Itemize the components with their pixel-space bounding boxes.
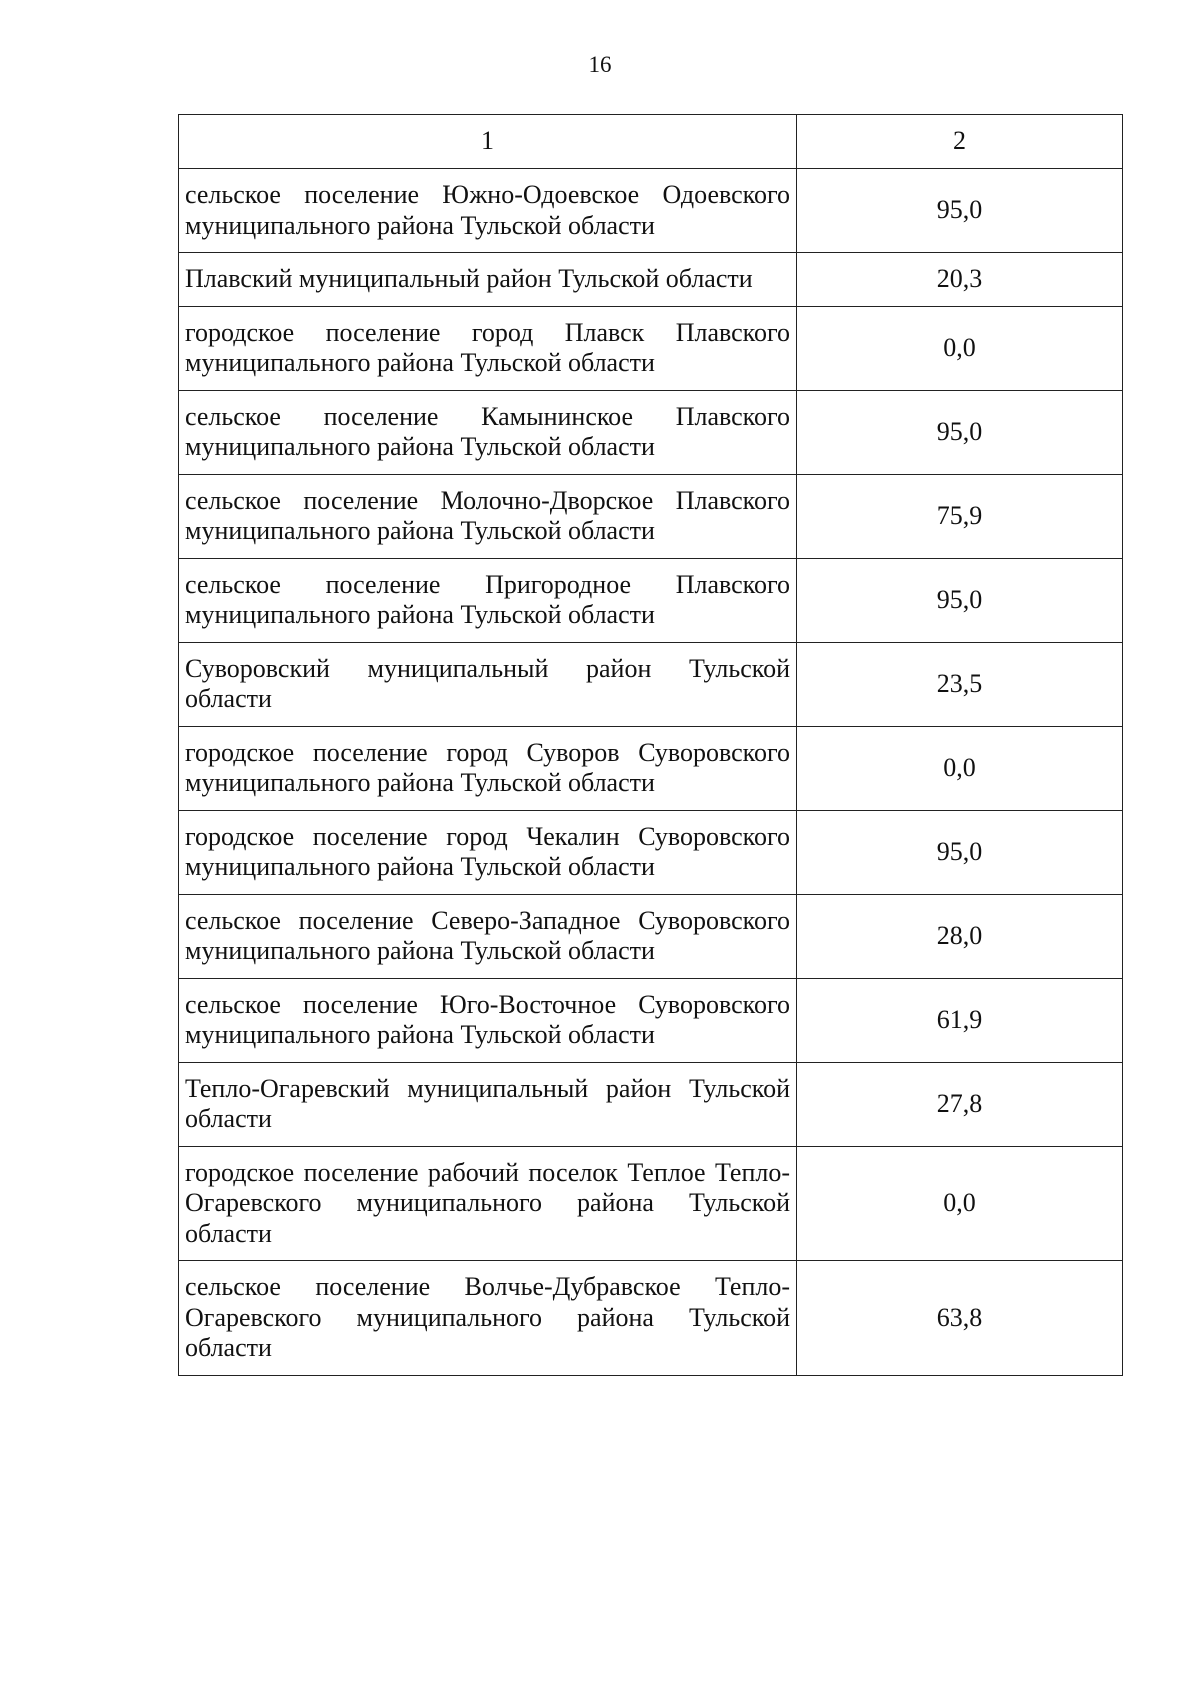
municipality-value: 27,8 — [797, 1062, 1123, 1146]
table-header-row — [179, 115, 1123, 169]
table-row — [179, 474, 1123, 558]
municipality-value: 23,5 — [797, 642, 1123, 726]
municipality-name: сельское поселение Молочно-Дворское Плавского муниципального района Тульской области — [179, 474, 797, 558]
municipality-name: городское поселение город Плавск Плавского муниципального района Тульской области — [179, 306, 797, 390]
municipality-value: 0,0 — [797, 726, 1123, 810]
table-row — [179, 390, 1123, 474]
municipality-value: 75,9 — [797, 474, 1123, 558]
municipality-name: сельское поселение Юго-Восточное Суворовского муниципального района Тульской области — [179, 978, 797, 1062]
municipality-value: 0,0 — [797, 306, 1123, 390]
municipality-name: сельское поселение Волчье-Дубравское Тепло-Огаревского муниципального района Тульской области — [179, 1261, 797, 1376]
table-row — [179, 306, 1123, 390]
municipality-value: 63,8 — [797, 1261, 1123, 1376]
municipality-value: 95,0 — [797, 558, 1123, 642]
table-row — [179, 1062, 1123, 1146]
municipality-name: Тепло-Огаревский муниципальный район Тульской области — [179, 1062, 797, 1146]
municipality-value: 95,0 — [797, 810, 1123, 894]
table-row — [179, 978, 1123, 1062]
municipality-name: сельское поселение Южно-Одоевское Одоевского муниципального района Тульской области — [179, 169, 797, 253]
table-row — [179, 558, 1123, 642]
table-row — [179, 726, 1123, 810]
municipality-name: Плавский муниципальный район Тульской области — [179, 253, 797, 307]
municipality-value: 20,3 — [797, 253, 1123, 307]
municipality-name: Суворовский муниципальный район Тульской области — [179, 642, 797, 726]
table-row — [179, 1146, 1123, 1261]
municipality-name: городское поселение город Суворов Суворовского муниципального района Тульской области — [179, 726, 797, 810]
municipality-value: 95,0 — [797, 169, 1123, 253]
table-row — [179, 253, 1123, 307]
table-row — [179, 894, 1123, 978]
municipality-value: 95,0 — [797, 390, 1123, 474]
page-number: 16 — [588, 52, 612, 77]
municipality-name: городское поселение город Чекалин Суворовского муниципального района Тульской области — [179, 810, 797, 894]
municipality-name: сельское поселение Камынинское Плавского муниципального района Тульской области — [179, 390, 797, 474]
table-row — [179, 1261, 1123, 1376]
municipality-name: сельское поселение Пригородное Плавского муниципального района Тульской области — [179, 558, 797, 642]
municipality-value: 0,0 — [797, 1146, 1123, 1261]
data-table — [178, 114, 1123, 1376]
municipality-value: 28,0 — [797, 894, 1123, 978]
column-header-2: 2 — [797, 115, 1123, 169]
municipality-name: сельское поселение Северо-Западное Суворовского муниципального района Тульской области — [179, 894, 797, 978]
table-row — [179, 810, 1123, 894]
municipality-value: 61,9 — [797, 978, 1123, 1062]
municipality-name: городское поселение рабочий поселок Теплое Тепло-Огаревского муниципального района Тульской области — [179, 1146, 797, 1261]
table-row — [179, 169, 1123, 253]
table-row — [179, 642, 1123, 726]
column-header-1: 1 — [179, 115, 797, 169]
